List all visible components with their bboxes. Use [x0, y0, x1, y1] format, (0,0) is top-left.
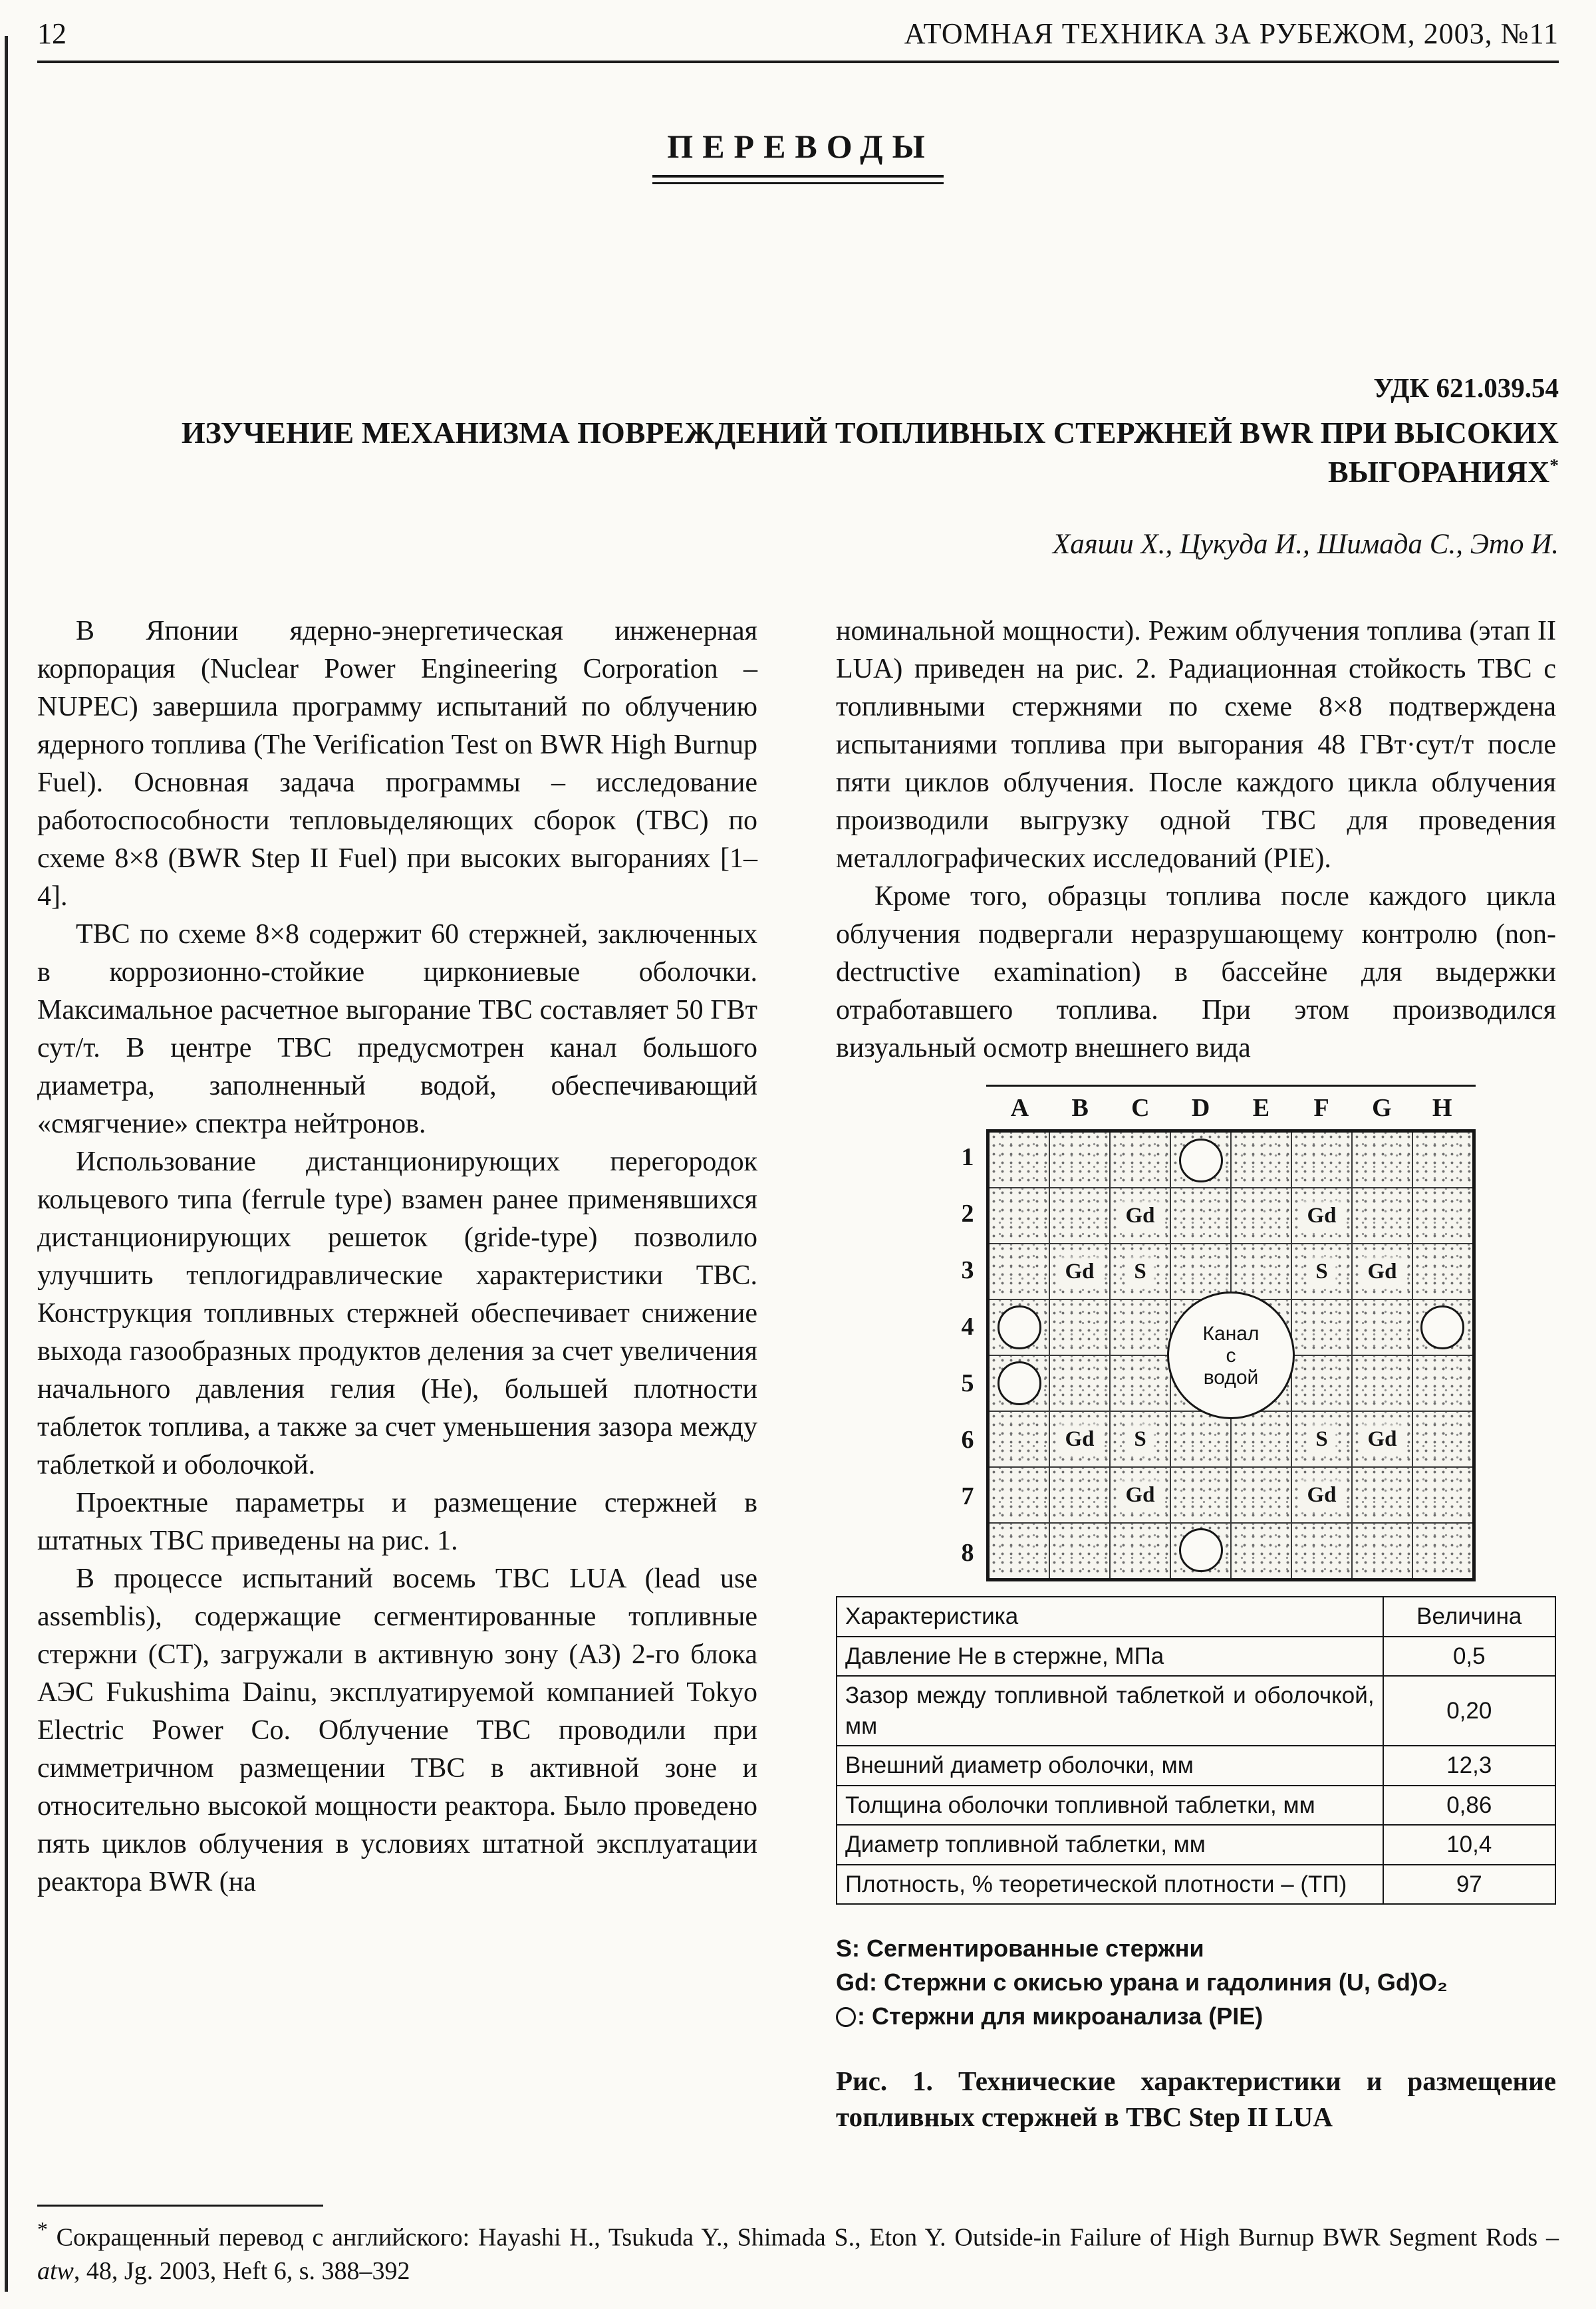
- udk-code: УДК 621.039.54: [1373, 372, 1559, 403]
- footnote-rule: [37, 2205, 323, 2207]
- figure-col-header: H: [1432, 1094, 1452, 1123]
- figure-col-header: E: [1252, 1094, 1270, 1123]
- legend-item: [836, 1999, 1556, 2033]
- legend-item: [836, 1931, 1556, 1965]
- article-title-line-1: ИЗУЧЕНИЕ МЕХАНИЗМА ПОВРЕЖДЕНИЙ ТОПЛИВНЫХ СТЕРЖНЕЙ BWR ПРИ ВЫСОКИХ: [181, 415, 1559, 450]
- rod-label: Gd: [1120, 1482, 1160, 1508]
- value-cell: 0,86: [1383, 1786, 1555, 1826]
- pie-rod-circle-D1: [1179, 1139, 1223, 1182]
- figure-overlay: [990, 1133, 1472, 1578]
- table-row: [837, 1865, 1555, 1905]
- section-heading: ПЕРЕВОДЫ: [652, 127, 943, 178]
- footnote-marker: *: [37, 2218, 48, 2242]
- figure-row-label: 3: [961, 1256, 974, 1285]
- figure-row-label: 8: [961, 1539, 974, 1567]
- rod-label: Gd: [1059, 1259, 1099, 1285]
- legend-symbol: Gd: [836, 1969, 869, 1996]
- right-column: [836, 612, 1556, 2135]
- paragraph: Кроме того, образцы топлива после каждого цикла облучения подвергали неразрушающему контролю (non-dectructive examination) в бассейне для выдержки отработавшего топлива. При этом производился визуальный осмотр внешнего вида: [836, 881, 1556, 1064]
- water-channel: [1167, 1291, 1295, 1419]
- pie-rod-circle-A5: [998, 1361, 1041, 1405]
- rod-label: Gd: [1301, 1203, 1341, 1229]
- value-cell: 0,20: [1383, 1676, 1555, 1746]
- figure-col-header: D: [1191, 1094, 1210, 1123]
- paragraph: номинальной мощности). Режим облучения топлива (этап II LUA) приведен на рис. 2. Радиационная стойкость ТВС с топливными стержнями по схеме 8×8 подтверждена испытаниями топлива при выгорания 48 ГВт·сут/т после пяти циклов облучения. После каждого цикла облучения производили выгрузку одной ТВС для проведения металлографических исследований (PIE).: [836, 616, 1556, 875]
- value-cell: 0,5: [1383, 1637, 1555, 1677]
- header-rule: [37, 61, 1559, 63]
- figure-col-header: G: [1372, 1094, 1392, 1123]
- value-cell: 10,4: [1383, 1825, 1555, 1865]
- figure-col-header: B: [1071, 1094, 1089, 1123]
- rod-label: S: [1310, 1259, 1333, 1285]
- value-cell: 12,3: [1383, 1746, 1555, 1786]
- param-cell: Внешний диаметр оболочки, мм: [837, 1746, 1383, 1786]
- legend-text: : Сегментированные стержни: [852, 1935, 1204, 1963]
- param-cell: Толщина оболочки топливной таблетки, мм: [837, 1786, 1383, 1826]
- spec-table: [836, 1596, 1556, 1905]
- paragraph: В Японии ядерно-энергетическая инженерная корпорация (Nuclear Power Engineering Corporation – NUPEC) завершила программу испытаний по облучению ядерного топлива (The Verification Test on BWR High Burnup Fuel). Основная задача программы – исследование работоспособности тепловыделяющих сборок (ТВС) по схеме 8×8 (BWR Step II Fuel) при высоких выгораниях [1–4].: [37, 616, 757, 912]
- param-cell: Диаметр топливной таблетки, мм: [837, 1825, 1383, 1865]
- param-header: Характеристика: [837, 1597, 1383, 1637]
- table-row: [837, 1786, 1555, 1826]
- legend-item: [836, 1965, 1556, 1999]
- legend-text: : Стержни для микроанализа (PIE): [857, 2002, 1264, 2030]
- paragraph: Проектные параметры и размещение стержней в штатных ТВС приведены на рис. 1.: [37, 1488, 757, 1557]
- figure-row-label: 5: [961, 1369, 974, 1398]
- water-channel-label-line: с: [1226, 1344, 1236, 1367]
- rod-label: S: [1129, 1426, 1151, 1452]
- figure-col-header: F: [1313, 1094, 1329, 1123]
- figure-legend: [836, 1931, 1556, 2033]
- footnote-text: * Сокращенный перевод с английского: Hayashi H., Tsukuda Y., Shimada S., Eton Y. Outside-in Failure of High Burnup BWR Segment Rods – atw, 48, Jg. 2003, Heft 6, s. 388–392: [37, 2218, 1559, 2285]
- section-heading-wrap: [37, 127, 1559, 178]
- rod-label: S: [1310, 1426, 1333, 1452]
- water-channel-label-line: водой: [1203, 1366, 1259, 1389]
- running-head: [37, 17, 1559, 51]
- paragraph: ТВС по схеме 8×8 содержит 60 стержней, заключенных в коррозионно-стойкие циркониевые оболочки. Максимальное расчетное выгорание ТВС составляет 50 ГВт сут/т. В центре ТВС предусмотрен канал большого диаметра, заполненный водой, обеспечивающий «смягчение» спектра нейтронов.: [37, 919, 757, 1140]
- figure-row-label: 4: [961, 1313, 974, 1341]
- table-row: [837, 1825, 1555, 1865]
- rod-label: Gd: [1301, 1482, 1341, 1508]
- left-column: [37, 612, 757, 2135]
- figure-grid-outer: [986, 1129, 1476, 1581]
- value-header: Величина: [1383, 1597, 1555, 1637]
- cited-journal: atw: [37, 2256, 74, 2285]
- figure-row-label: 1: [961, 1143, 974, 1172]
- rod-label: Gd: [1120, 1203, 1160, 1229]
- article-title-line-2: ВЫГОРАНИЯХ*: [1328, 455, 1559, 489]
- table-header-row: [837, 1597, 1555, 1637]
- paragraph: Использование дистанционирующих перегородок кольцевого типа (ferrule type) взамен ранее применявшихся дистанционирующих решеток (gride-type) позволило улучшить теплогидравлические характеристики ТВС. Конструкция топливных стержней обеспечивает снижение выхода газообразных продуктов деления за счет увеличения начального давления гелия (Не), большей плотности таблеток топлива, а также за счет уменьшения зазора между таблеткой и оболочкой.: [37, 1147, 757, 1481]
- pie-rod-circle-A4: [998, 1305, 1041, 1349]
- legend-text: : Стержни с окисью урана и гадолиния (U, Gd)O₂: [869, 1969, 1448, 1996]
- article-body: [37, 612, 1559, 2135]
- table-row: [837, 1676, 1555, 1746]
- param-cell: Зазор между топливной таблеткой и оболочкой, мм: [837, 1676, 1383, 1746]
- figure-col-headers: [986, 1085, 1476, 1129]
- param-cell: Давление Не в стержне, МПа: [837, 1637, 1383, 1677]
- figure-col-header: C: [1131, 1094, 1150, 1123]
- figure-col-header: A: [1010, 1094, 1029, 1123]
- legend-symbol: S: [836, 1935, 853, 1963]
- circle-symbol-icon: [836, 2007, 856, 2027]
- page-number: 12: [37, 17, 66, 50]
- figure-body: [949, 1129, 1476, 1581]
- spec-table-body: [837, 1637, 1555, 1905]
- article-title: [37, 413, 1559, 493]
- footnote: [37, 2205, 1559, 2288]
- rod-label: Gd: [1059, 1426, 1099, 1452]
- pie-rod-circle-D8: [1179, 1528, 1223, 1572]
- figure-row-labels: [949, 1129, 986, 1581]
- rod-label: Gd: [1362, 1259, 1402, 1285]
- rod-label: Gd: [1362, 1426, 1402, 1452]
- scan-edge-artifact: [5, 36, 8, 2292]
- figure-row-label: 2: [961, 1200, 974, 1228]
- paragraph: В процессе испытаний восемь ТВС LUA (lead use assemblis), содержащие сегментированные топливные стержни (СТ), загружали в активную зону (АЗ) 2-го блока АЭС Fukushima Dainu, эксплуатируемой компанией Tokyo Electric Power Co. Облучение ТВС проводили при симметричном размещении ТВС в активной зоне и относительно высокой мощности реактора. Было проведено пять циклов облучения в условиях штатной эксплуатации реактора BWR (на: [37, 1563, 757, 1898]
- figure-row-label: 6: [961, 1426, 974, 1454]
- param-cell: Плотность, % теоретической плотности – (ТП): [837, 1865, 1383, 1905]
- rod-label: S: [1129, 1259, 1151, 1285]
- journal-title: АТОМНАЯ ТЕХНИКА ЗА РУБЕЖОМ, 2003, №11: [904, 17, 1559, 50]
- value-cell: 97: [1383, 1865, 1555, 1905]
- pie-rod-circle-H4: [1420, 1305, 1464, 1349]
- figure-1-assembly-map: [949, 1085, 1476, 1581]
- water-channel-label-line: Канал: [1202, 1322, 1260, 1345]
- figure-row-label: 7: [961, 1482, 974, 1511]
- table-row: [837, 1746, 1555, 1786]
- table-row: [837, 1637, 1555, 1677]
- figure-caption: Рис. 1. Технические характеристики и размещение топливных стержней в ТВС Step II LUA: [836, 2065, 1556, 2132]
- authors-line: Хаяши Х., Цукуда И., Шимада С., Это И.: [1053, 529, 1559, 561]
- title-footnote-marker: *: [1549, 455, 1559, 476]
